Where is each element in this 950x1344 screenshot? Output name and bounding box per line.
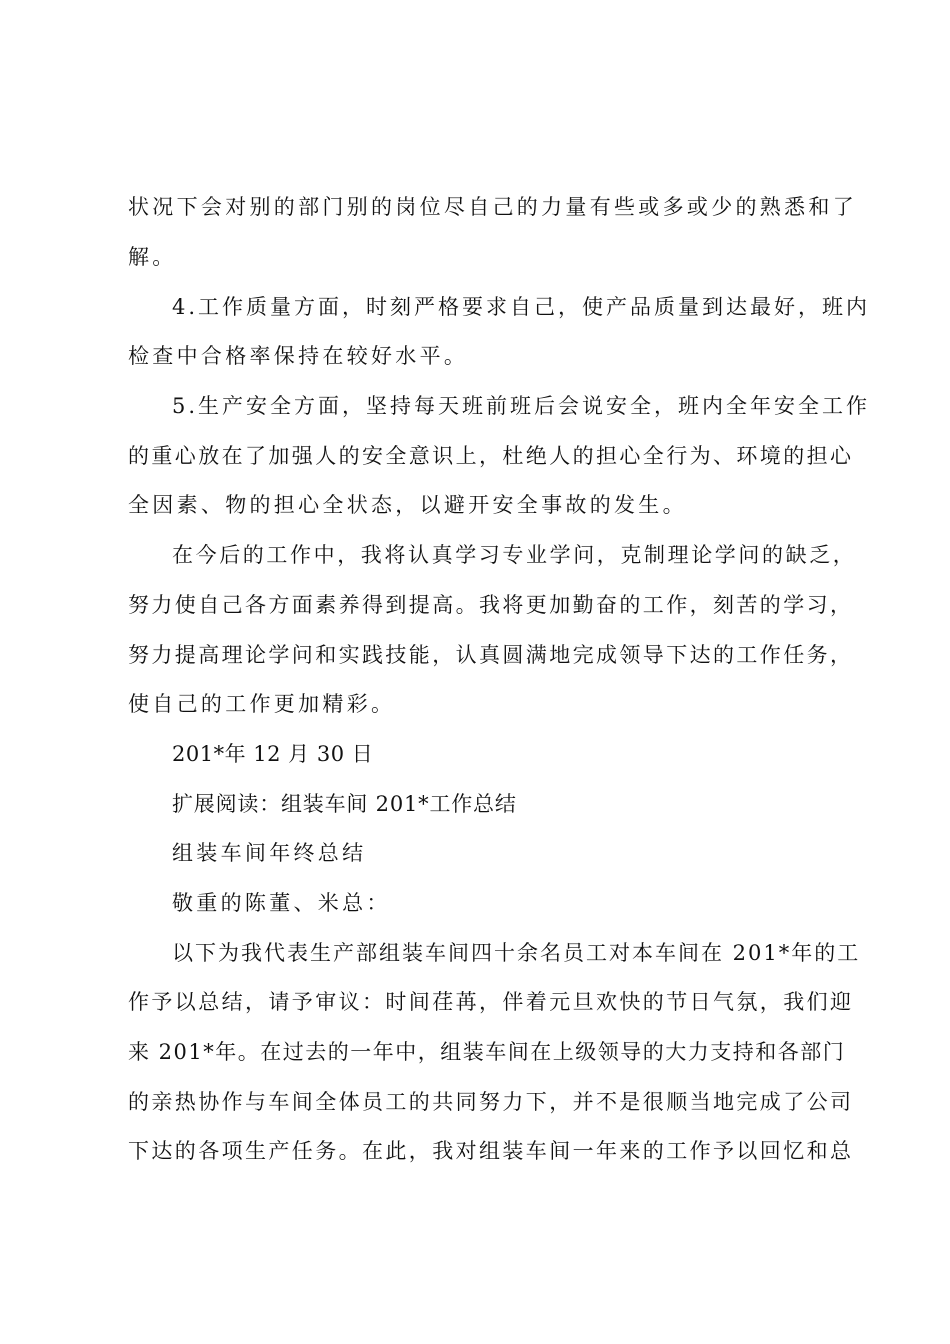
text-line: 在今后的工作中，我将认真学习专业学问，克制理论学问的缺乏， bbox=[172, 543, 857, 567]
text-line: 作予以总结，请予审议：时间荏苒，伴着元旦欢快的节日气氛，我们迎 bbox=[128, 990, 854, 1014]
date-line: 201*年 12 月 30 日 bbox=[172, 742, 374, 766]
text-line: 5.生产安全方面，坚持每天班前班后会说安全，班内全年安全工作 bbox=[172, 394, 871, 418]
text-line: 努力使自己各方面素养得到提高。我将更加勤奋的工作，刻苦的学习， bbox=[128, 593, 854, 617]
section-title: 组装车间年终总结 bbox=[172, 841, 367, 865]
text-line: 的重心放在了加强人的安全意识上，杜绝人的担心全行为、环境的担心 bbox=[128, 444, 854, 468]
text-line: 努力提高理论学问和实践技能，认真圆满地完成领导下达的工作任务， bbox=[128, 643, 854, 667]
text-line: 下达的各项生产任务。在此，我对组装车间一年来的工作予以回忆和总 bbox=[128, 1139, 854, 1163]
text-line: 的亲热协作与车间全体员工的共同努力下，并不是很顺当地完成了公司 bbox=[128, 1090, 854, 1114]
text-line: 以下为我代表生产部组装车间四十余名员工对本车间在 201*年的工 bbox=[172, 941, 861, 965]
text-line: 检查中合格率保持在较好水平。 bbox=[128, 344, 469, 368]
salutation: 敬重的陈董、米总： bbox=[172, 891, 391, 915]
text-line: 来 201*年。在过去的一年中，组装车间在上级领导的大力支持和各部门 bbox=[128, 1040, 846, 1064]
text-line: 状况下会对别的部门别的岗位尽自己的力量有些或多或少的熟悉和了 bbox=[128, 195, 857, 219]
text-line: 解。 bbox=[128, 245, 177, 269]
text-line: 全因素、物的担心全状态，以避开安全事故的发生。 bbox=[128, 493, 687, 517]
text-line: 4.工作质量方面，时刻严格要求自己，使产品质量到达最好，班内 bbox=[172, 295, 871, 319]
text-line: 使自己的工作更加精彩。 bbox=[128, 692, 396, 716]
extended-reading-line: 扩展阅读：组装车间 201*工作总结 bbox=[172, 792, 517, 816]
